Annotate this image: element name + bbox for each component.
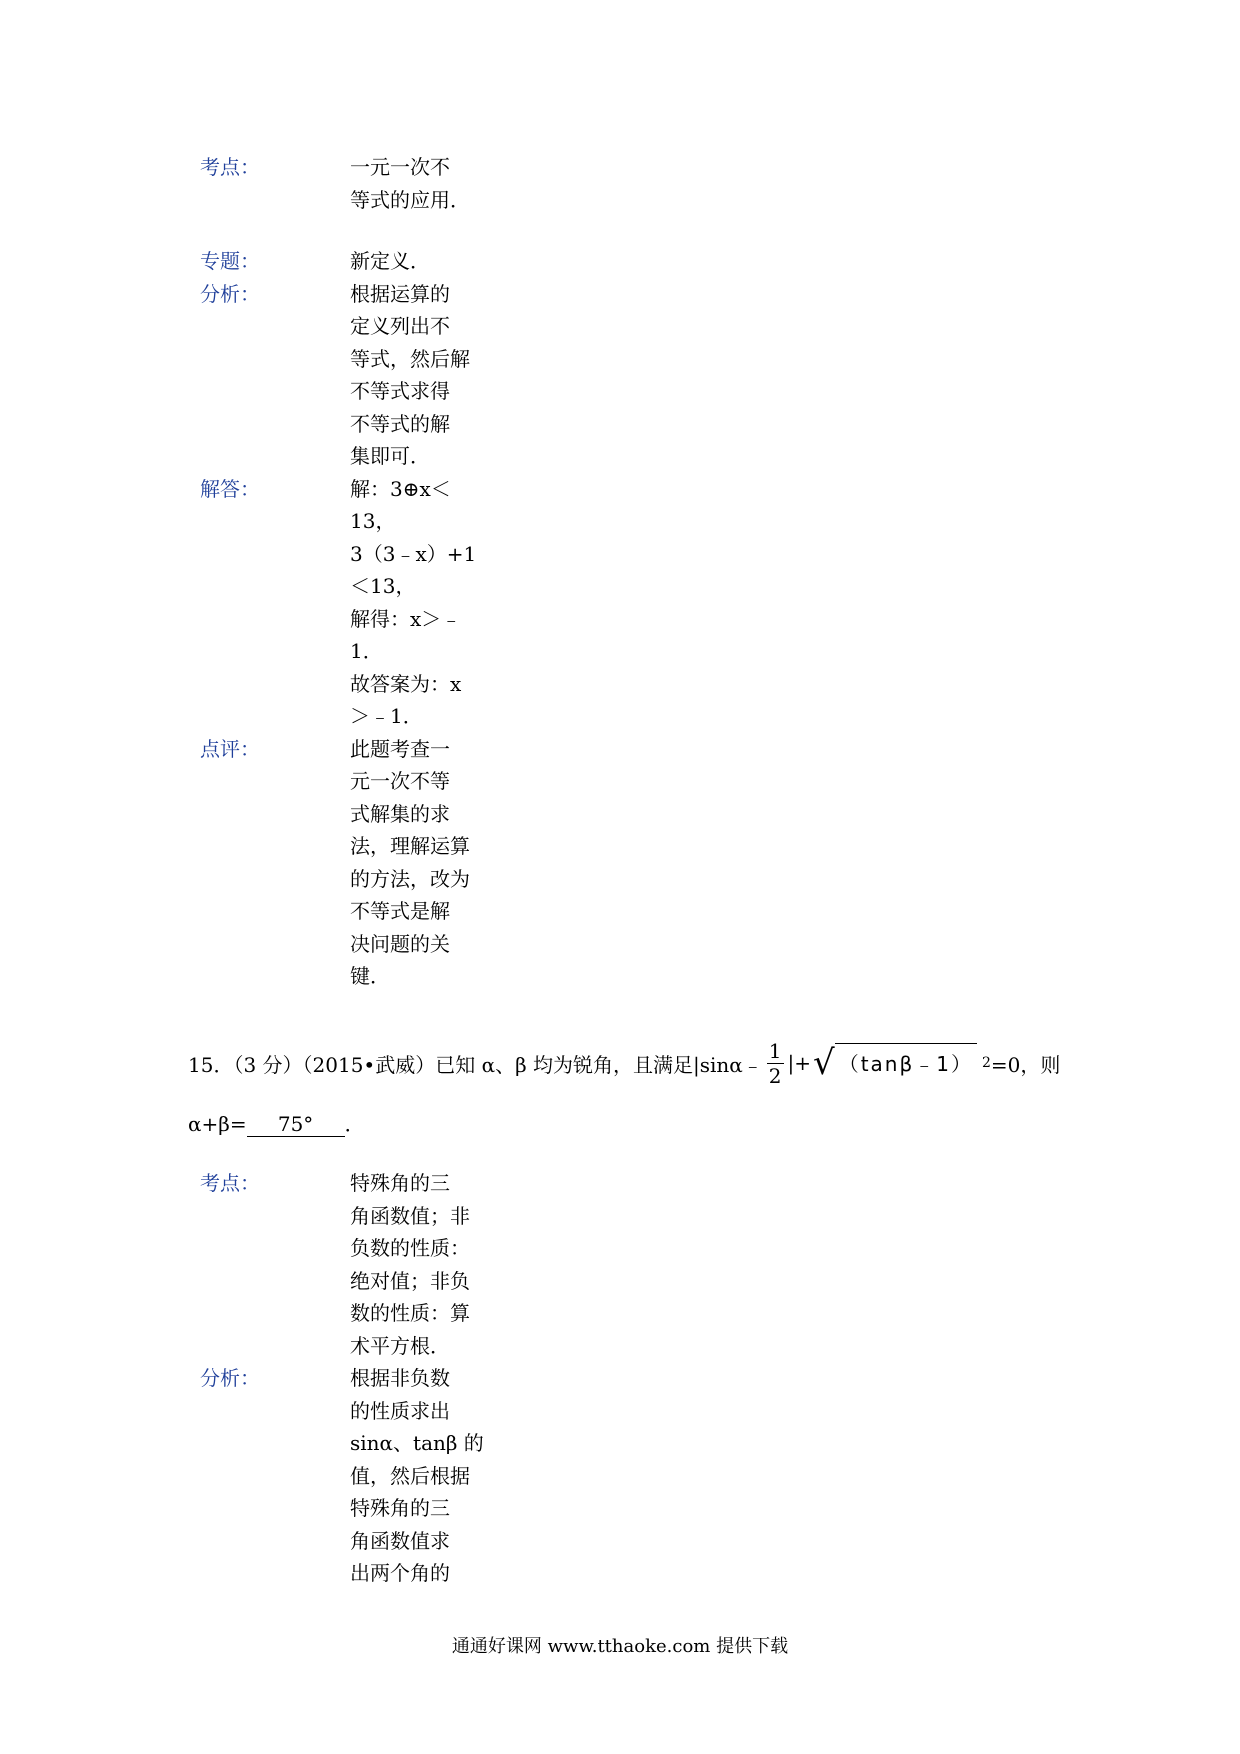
text-line: 角函数值；非 <box>350 1203 470 1228</box>
text-line: 1． <box>350 639 383 663</box>
text-line: 决问题的关 <box>350 931 450 956</box>
fraction <box>767 1039 784 1088</box>
question-15 <box>188 1032 1068 1142</box>
fenxi-content <box>350 278 482 473</box>
text-line: 式解集的求 <box>350 801 450 826</box>
text-line: 数的性质：算 <box>350 1301 470 1325</box>
text-line: 的方法，改为 <box>350 866 470 891</box>
zhuanti-content <box>350 245 482 278</box>
text-line: 13， <box>350 509 396 533</box>
answer-blank: 75° <box>247 1112 345 1137</box>
text-line: 键． <box>350 964 390 988</box>
fenxi-row <box>200 1362 1100 1590</box>
text-line: ＞﹣1． <box>350 704 423 728</box>
kaodian-content <box>350 1167 482 1362</box>
dianping-content <box>350 733 482 993</box>
question-line-2 <box>188 1108 1068 1142</box>
text-line: 新定义． <box>350 249 430 273</box>
abs-close: |+ <box>787 1051 812 1075</box>
text-line: 特殊角的三 <box>350 1496 450 1520</box>
fraction-numerator: 1 <box>768 1038 782 1063</box>
text-line: 解：3⊕x＜ <box>350 476 451 501</box>
answer-prefix: α+β= <box>188 1112 247 1136</box>
answer-suffix: ． <box>344 1112 365 1136</box>
text-line: 一元一次不 <box>350 155 450 179</box>
text-line: 根据非负数 <box>350 1366 450 1390</box>
kaodian-row <box>200 1167 1100 1362</box>
jieda-content <box>350 473 482 733</box>
text-line: 等式，然后解 <box>350 346 470 371</box>
text-line: 不等式是解 <box>350 899 450 923</box>
square-root <box>813 1043 977 1083</box>
fraction-denominator: 2 <box>768 1063 782 1088</box>
text-line: 此题考查一 <box>350 736 450 761</box>
question-suffix: =0，则 <box>990 1052 1061 1077</box>
exponent: 2 <box>981 1055 991 1071</box>
text-line: 集即可． <box>350 444 430 468</box>
radicand: （tanβ﹣1） <box>835 1043 977 1083</box>
page-footer: 通通好课网 www.tthaoke.com 提供下载 <box>451 1636 789 1657</box>
question-line-1 <box>188 1032 1068 1094</box>
text-line: 根据运算的 <box>350 281 450 306</box>
text-line: 法，理解运算 <box>350 834 470 858</box>
text-line: 值，然后根据 <box>350 1463 470 1488</box>
solution-section-1 <box>200 151 1100 993</box>
dianping-label: 点评： <box>200 736 260 761</box>
fenxi-label: 分析： <box>200 281 260 306</box>
text-line: 特殊角的三 <box>350 1171 450 1195</box>
text-line: 不等式求得 <box>350 379 450 403</box>
jieda-row <box>200 473 1100 733</box>
text-line: 3（3﹣x）+1 <box>350 541 477 566</box>
fenxi-label: 分析： <box>200 1366 260 1390</box>
kaodian-label: 考点： <box>200 1171 260 1195</box>
text-line: 定义列出不 <box>350 314 450 338</box>
solution-section-2 <box>200 1167 1100 1590</box>
text-line: 的性质求出 <box>350 1398 450 1423</box>
text-line: 角函数值求 <box>350 1528 450 1553</box>
text-line: 不等式的解 <box>350 411 450 436</box>
fenxi-row <box>200 278 1100 473</box>
dianping-row <box>200 733 1100 993</box>
zhuanti-row <box>200 245 1100 278</box>
text-line: 术平方根． <box>350 1333 450 1358</box>
sqrt-sign: √ <box>813 1043 835 1083</box>
fenxi-content <box>350 1362 482 1590</box>
text-line: 绝对值；非负 <box>350 1268 470 1293</box>
text-line: 出两个角的 <box>350 1561 450 1585</box>
kaodian-label: 考点： <box>200 155 260 179</box>
text-line: 元一次不等 <box>350 769 450 793</box>
jieda-label: 解答： <box>200 476 260 501</box>
text-line: 故答案为：x <box>350 671 462 696</box>
zhuanti-label: 专题： <box>200 249 260 273</box>
text-line: ＜13， <box>350 574 416 598</box>
kaodian-content <box>350 151 482 216</box>
text-line: 解得：x＞﹣ <box>350 606 462 631</box>
text-line: sinα、tanβ 的 <box>350 1431 484 1455</box>
kaodian-row <box>200 151 1100 216</box>
text-line: 等式的应用． <box>350 187 470 212</box>
question-prefix: 15．（3 分）（2015•武威）已知 α、β 均为锐角，且满足|sinα﹣ <box>188 1052 763 1077</box>
text-line: 负数的性质： <box>350 1236 470 1260</box>
